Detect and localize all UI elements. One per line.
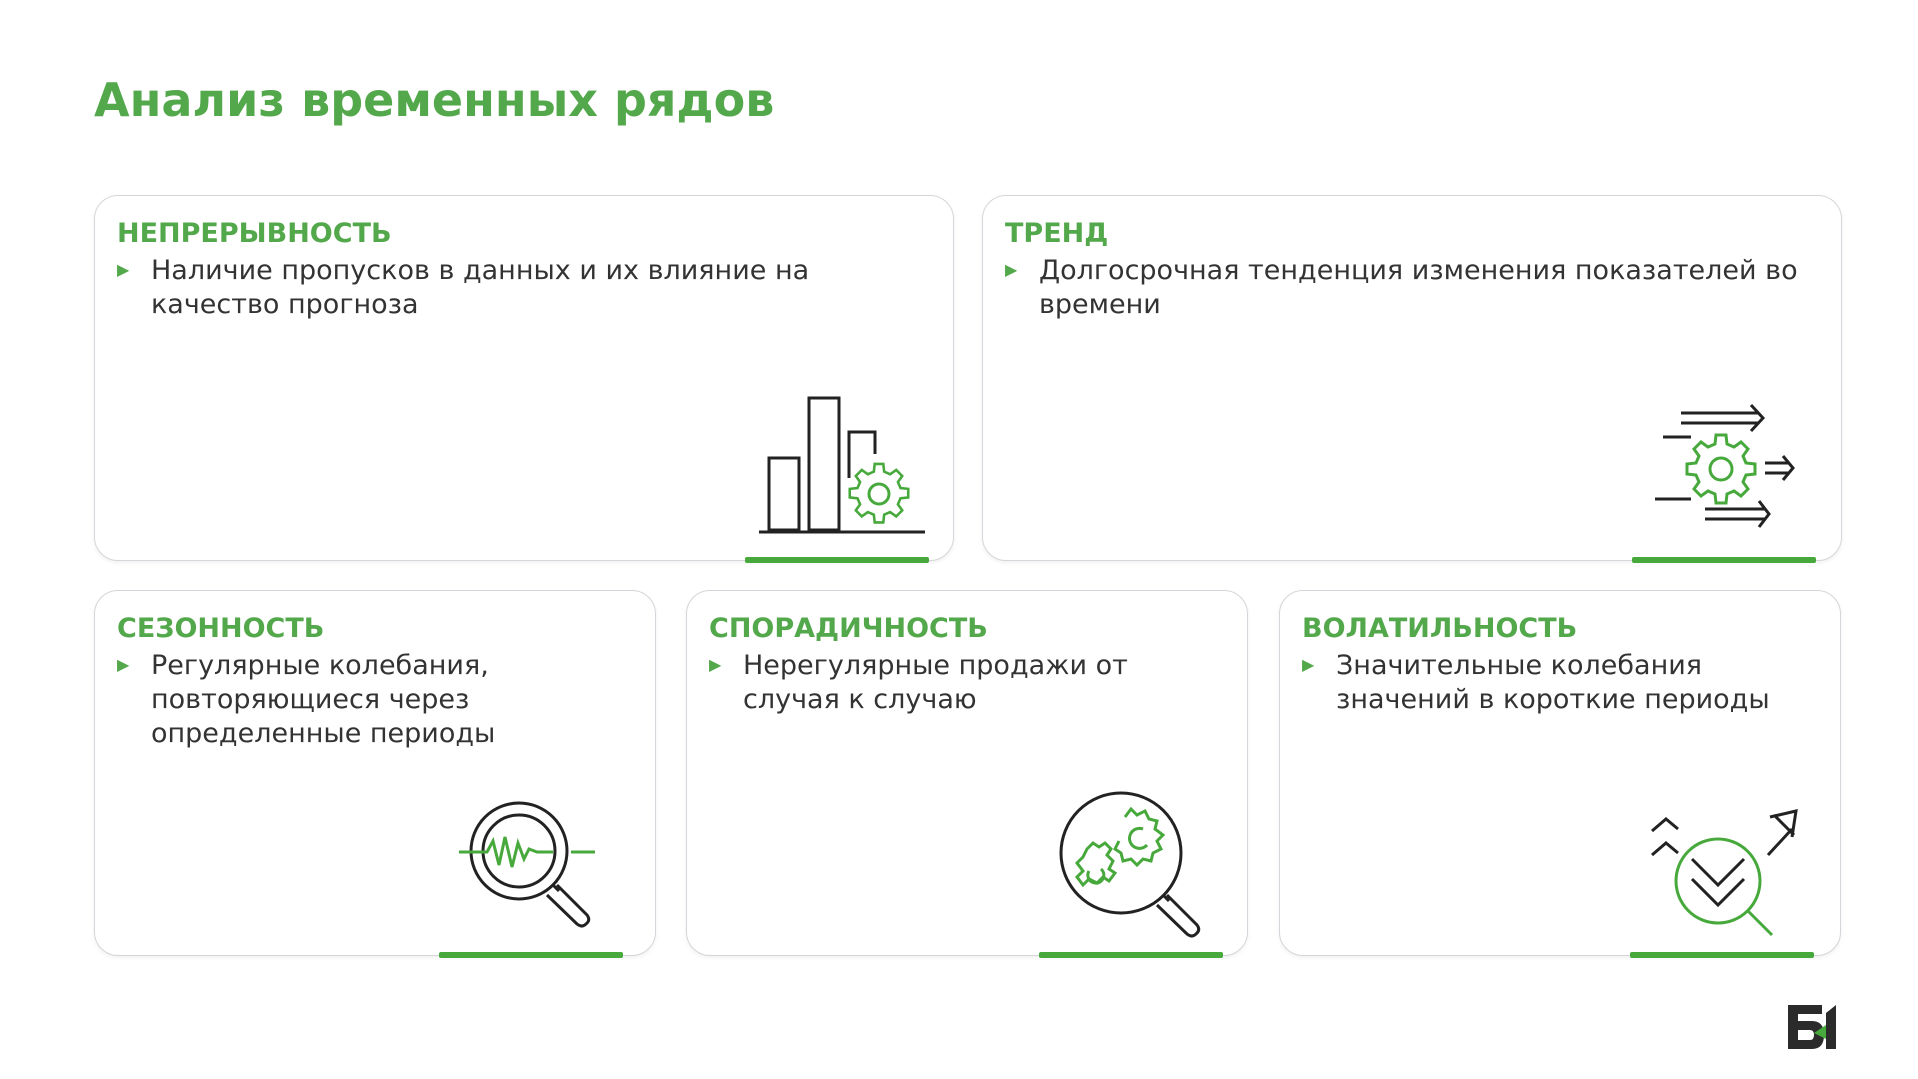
bullet-marker-icon: ▶ <box>117 657 130 674</box>
card-description: Нерегулярные продажи от случая к случаю <box>743 650 1128 715</box>
card-accent-bar <box>1039 952 1223 958</box>
card-bullet <box>709 649 1149 717</box>
card-accent-bar <box>1632 557 1816 563</box>
card-accent-bar <box>745 557 929 563</box>
card-bullet <box>117 254 877 322</box>
card-sporadicity <box>686 590 1248 956</box>
card-continuity <box>94 195 954 561</box>
card-bullet <box>1005 254 1805 322</box>
card-description: Наличие пропусков в данных и их влияние на качество прогноза <box>151 255 810 320</box>
card-description: Значительные колебания значений в короткие периоды <box>1336 650 1770 715</box>
card-description: Долгосрочная тенденция изменения показателей во времени <box>1039 255 1798 320</box>
page-title: Анализ временных рядов <box>94 73 775 127</box>
bullet-marker-icon: ▶ <box>1005 262 1018 279</box>
magnifier-wave-icon <box>457 799 607 939</box>
bullet-marker-icon: ▶ <box>709 657 722 674</box>
card-bullet <box>1302 649 1802 717</box>
b1-logo-icon <box>1786 1003 1838 1051</box>
card-title: СЕЗОННОСТЬ <box>117 613 325 644</box>
card-title: ВОЛАТИЛЬНОСТЬ <box>1302 613 1578 644</box>
card-volatility <box>1279 590 1841 956</box>
card-title: СПОРАДИЧНОСТЬ <box>709 613 988 644</box>
card-bullet <box>117 649 557 751</box>
card-accent-bar <box>439 952 623 958</box>
card-accent-bar <box>1630 952 1814 958</box>
card-title: НЕПРЕРЫВНОСТЬ <box>117 218 392 249</box>
bullet-marker-icon: ▶ <box>1302 657 1315 674</box>
magnifier-gears-icon <box>1059 791 1209 941</box>
bullet-marker-icon: ▶ <box>117 262 130 279</box>
card-description: Регулярные колебания, повторяющиеся через определенные периоды <box>151 650 496 749</box>
bar-chart-gear-icon <box>757 396 927 536</box>
gear-arrows-icon <box>1653 401 1813 536</box>
card-trend <box>982 195 1842 561</box>
volatility-icon <box>1648 809 1808 939</box>
card-seasonality <box>94 590 656 956</box>
card-title: ТРЕНД <box>1005 218 1109 249</box>
